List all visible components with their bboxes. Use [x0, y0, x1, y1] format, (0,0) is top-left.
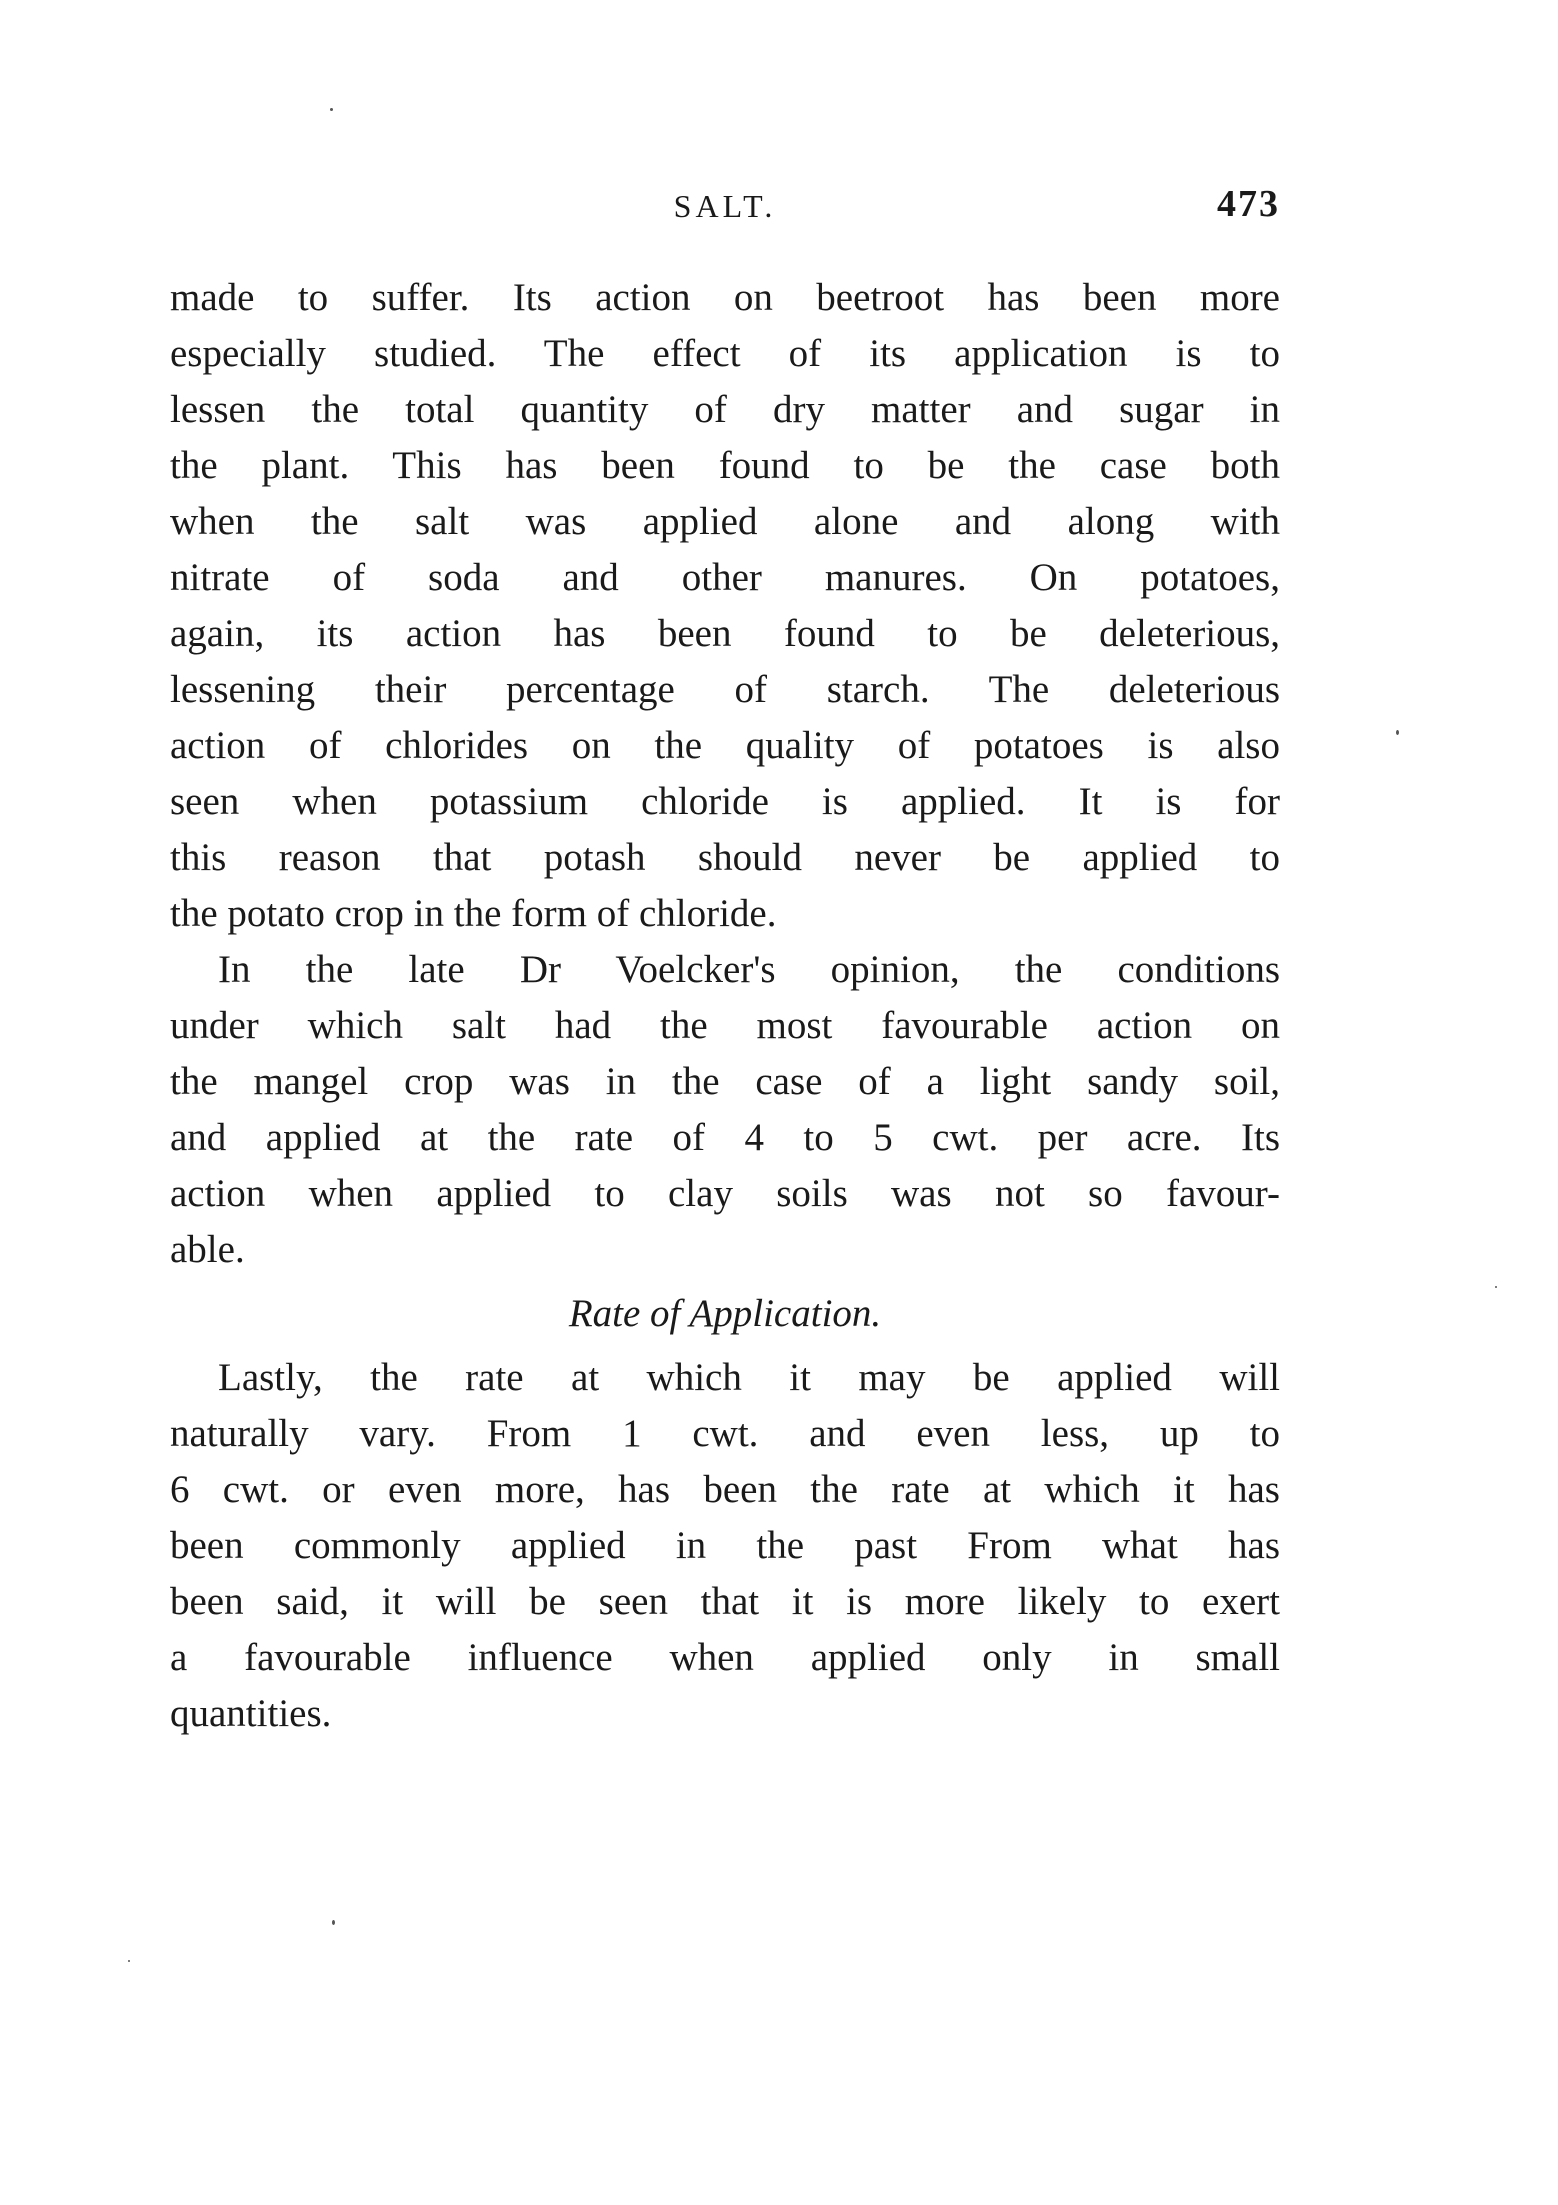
- text-line: In the late Dr Voelcker's opinion, the conditions: [218, 948, 1280, 991]
- text-line: the mangel crop was in the case of a light sandy soil,: [170, 1060, 1280, 1103]
- text-line: quantities.: [170, 1692, 332, 1735]
- text-line: especially studied. The effect of its application is to: [170, 332, 1280, 375]
- text-line: this reason that potash should never be applied to: [170, 836, 1280, 879]
- text-line: again, its action has been found to be deleterious,: [170, 612, 1280, 655]
- text-line: been said, it will be seen that it is more likely to exert: [170, 1580, 1280, 1623]
- paper-speck: [330, 108, 333, 111]
- text-line: action when applied to clay soils was not so favour-: [170, 1172, 1280, 1215]
- text-line: and applied at the rate of 4 to 5 cwt. per acre. Its: [170, 1116, 1280, 1159]
- page-number: 473: [1217, 183, 1280, 225]
- text-line: 6 cwt. or even more, has been the rate at which it has: [170, 1468, 1280, 1511]
- text-line: lessening their percentage of starch. The deleterious: [170, 668, 1280, 711]
- running-head: [170, 183, 1280, 238]
- text-line: able.: [170, 1228, 245, 1271]
- paper-speck: [128, 1960, 130, 1962]
- paragraph-1: [170, 270, 1280, 942]
- text-line: seen when potassium chloride is applied. It is for: [170, 780, 1280, 823]
- running-title: SALT.: [673, 188, 777, 224]
- text-line: the plant. This has been found to be the case both: [170, 444, 1280, 487]
- text-line: lessen the total quantity of dry matter and sugar in: [170, 388, 1280, 431]
- text-line: naturally vary. From 1 cwt. and even less, up to: [170, 1412, 1280, 1455]
- body-text: [170, 270, 1280, 1742]
- section-subheading: Rate of Application.: [568, 1292, 882, 1335]
- text-line: made to suffer. Its action on beetroot has been more: [170, 276, 1280, 319]
- text-line: nitrate of soda and other manures. On potatoes,: [170, 556, 1280, 599]
- text-line: when the salt was applied alone and along with: [170, 500, 1280, 543]
- paragraph-2: [170, 942, 1280, 1278]
- text-line: a favourable influence when applied only in small: [170, 1636, 1280, 1679]
- text-line: Lastly, the rate at which it may be applied will: [218, 1356, 1280, 1399]
- text-line: action of chlorides on the quality of potatoes is also: [170, 724, 1280, 767]
- paper-speck: [1495, 1286, 1497, 1288]
- paragraph-3: [170, 1350, 1280, 1742]
- text-line: under which salt had the most favourable action on: [170, 1004, 1280, 1047]
- text-line: been commonly applied in the past From what has: [170, 1524, 1280, 1567]
- paper-speck: [332, 1920, 335, 1925]
- paper-speck: [1396, 730, 1399, 735]
- text-line: the potato crop in the form of chloride.: [170, 892, 777, 935]
